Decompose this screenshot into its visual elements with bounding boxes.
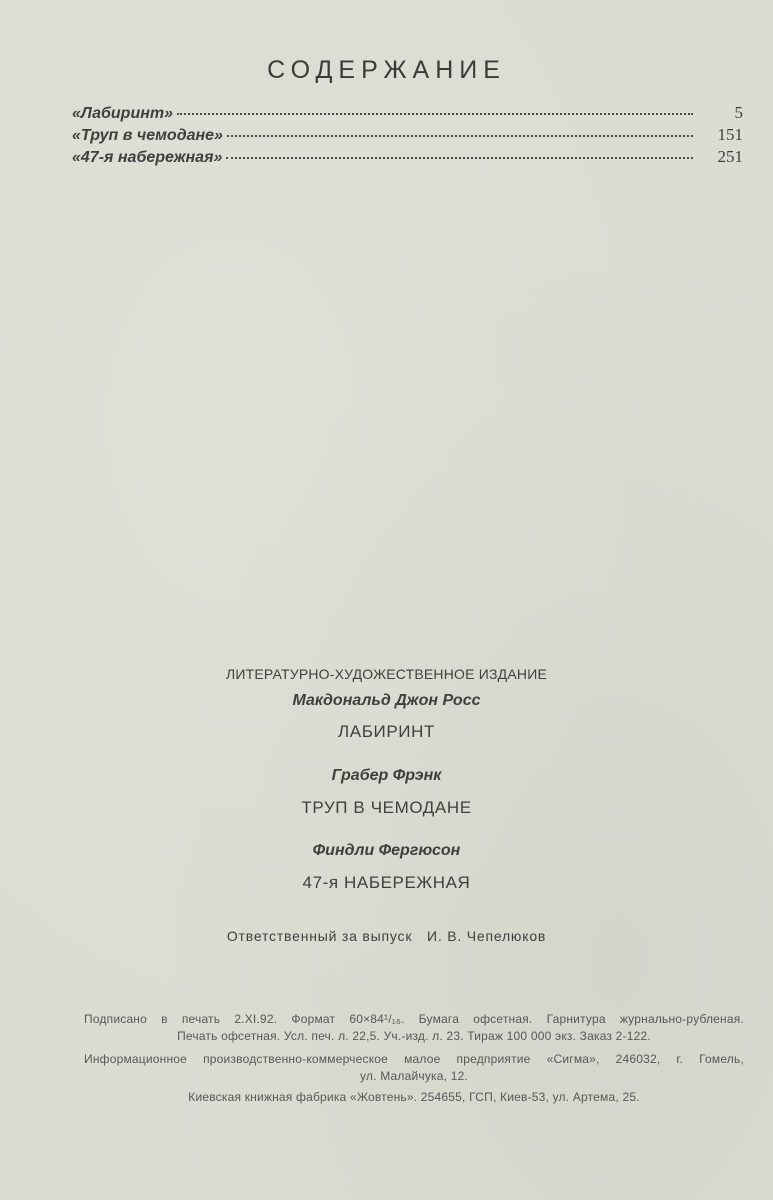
toc-title: СОДЕРЖАНИЕ	[267, 56, 506, 84]
toc-entry	[72, 147, 743, 169]
imprint-line: Информационное производственно-коммерческое малое предприятие «Сигма», 246032, г. Гомель,	[84, 1052, 744, 1066]
author-name: Грабер Фрэнк	[331, 767, 442, 784]
author-name: Финдли Фергюсон	[312, 842, 461, 859]
toc-entry-page: 5	[734, 103, 743, 122]
table-of-contents	[72, 103, 743, 169]
toc-leader-dots	[177, 113, 693, 115]
imprint-line: Печать офсетная. Усл. печ. л. 22,5. Уч.-изд. л. 23. Тираж 100 000 экз. Заказ 2-122.	[177, 1029, 651, 1043]
toc-entry-title: «Труп в чемодане»	[72, 127, 223, 144]
imprint-line: ул. Малайчука, 12.	[360, 1069, 468, 1083]
toc-entry	[72, 103, 743, 125]
toc-entry-title: «Лабиринт»	[72, 105, 173, 122]
responsible-label: Ответственный за выпуск	[226, 928, 413, 944]
toc-entry	[72, 125, 743, 147]
toc-entry-page: 151	[717, 125, 743, 144]
imprint-line: Киевская книжная фабрика «Жовтень». 254655, ГСП, Киев-53, ул. Артема, 25.	[188, 1090, 640, 1104]
author-name: Макдональд Джон Росс	[292, 692, 481, 709]
responsible-name: И. В. Чепелюков	[426, 928, 547, 944]
series-label: ЛИТЕРАТУРНО-ХУДОЖЕСТВЕННОЕ ИЗДАНИЕ	[225, 666, 548, 682]
work-title: ЛАБИРИНТ	[338, 722, 435, 741]
work-title: ТРУП В ЧЕМОДАНЕ	[301, 798, 472, 817]
toc-leader-dots	[227, 135, 693, 137]
work-title: 47-я НАБЕРЕЖНАЯ	[302, 873, 471, 892]
imprint-line: Подписано в печать 2.XI.92. Формат 60×84¹/₁₆. Бумага офсетная. Гарнитура журнально-рубленая.	[84, 1012, 744, 1026]
toc-leader-dots	[226, 157, 693, 159]
toc-entry-page: 251	[717, 147, 743, 166]
responsible-line	[0, 928, 773, 944]
toc-entry-title: «47-я набережная»	[72, 149, 223, 166]
